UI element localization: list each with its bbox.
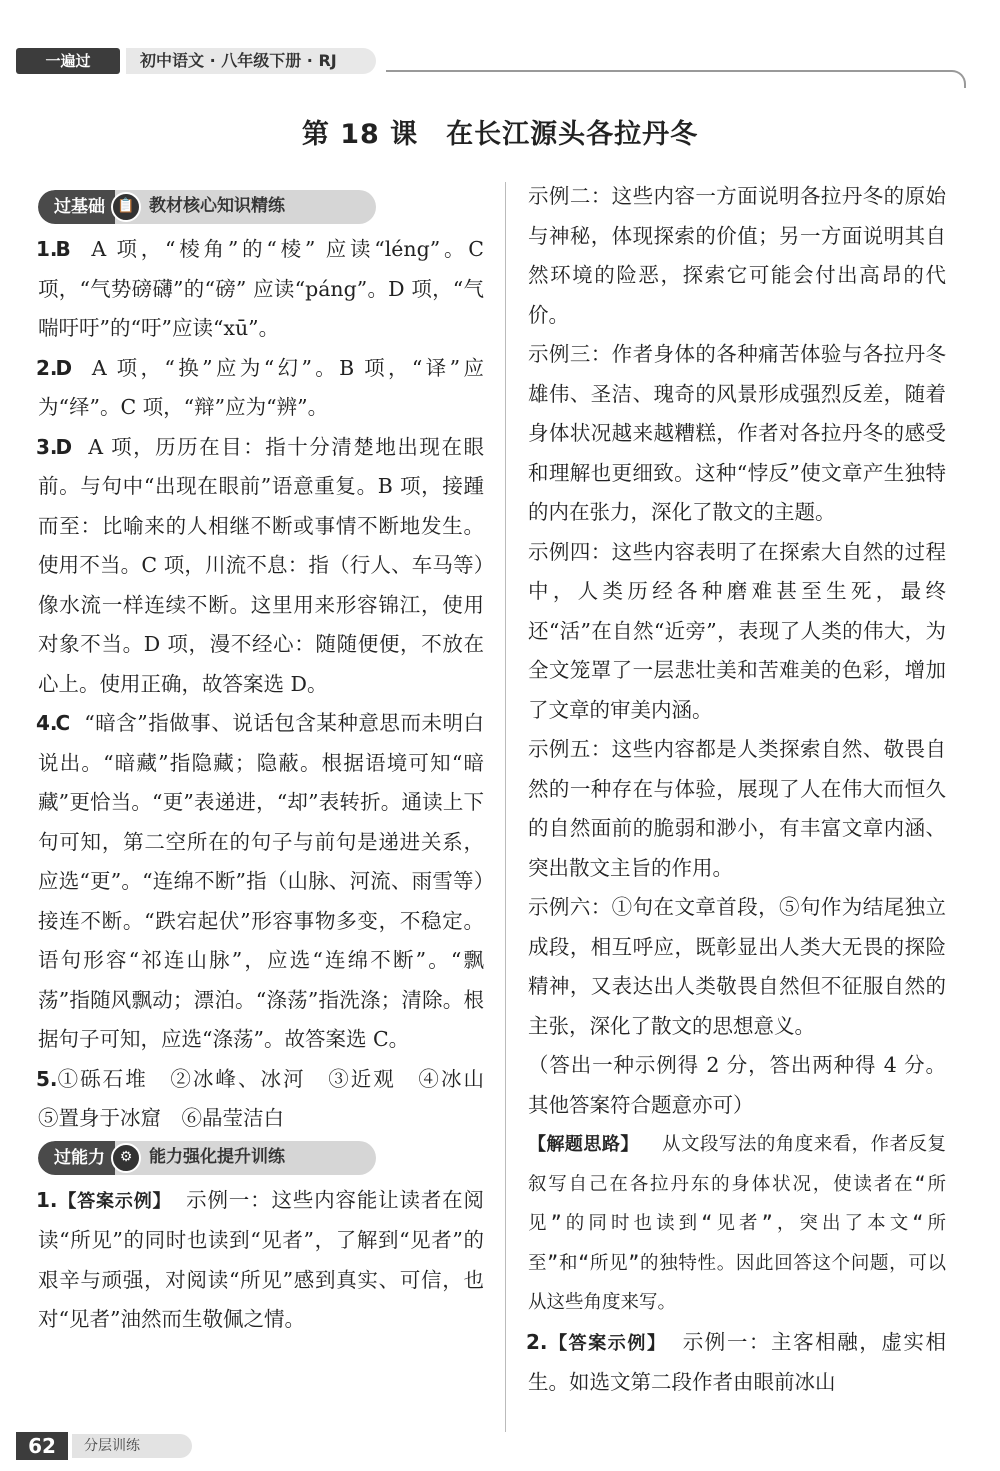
left-column xyxy=(36,188,505,1340)
item-number: 2. xyxy=(526,1329,548,1354)
brand-logo: 一遍过 xyxy=(16,48,120,74)
item-text: 示例一：主客相融，虚实相生。如选文第二段作者由眼前冰山 xyxy=(528,1329,947,1394)
medal-icon: ⚙ xyxy=(111,1143,141,1173)
page-number: 62 xyxy=(16,1432,68,1460)
lesson-title: 第 18 课 在长江源头各拉丹冬 xyxy=(301,119,699,150)
item-number: 3. xyxy=(36,434,58,459)
item-text: ①砾石堆 ②冰峰、冰河 ③近观 ④冰山 ⑤置身于冰窟 ⑥晶莹洁白 xyxy=(38,1066,505,1130)
column-divider xyxy=(505,182,506,1432)
item-number: 4. xyxy=(36,711,58,735)
example-3: 示例三：作者身体的各种痛苦体验与各拉丹冬雄伟、圣洁、瑰奇的风景形成强烈反差，随着身体状况越来越糟糕，作者对各拉丹冬的感受和理解也更细致。这种“悖反”使文章产生独特的内在张力，深化了散文的主题。 xyxy=(528,342,946,524)
section-basics-tag: 过基础 xyxy=(38,190,115,224)
example-4: 示例四：这些内容表明了在探索大自然的过程中，人类历经各种磨难甚至生死，最终还“活”在自然“近旁”，表现了人类的伟大，为全文笼罩了一层悲壮美和苦难美的色彩，增加了文章的审美内涵。 xyxy=(528,539,946,722)
item-number: 2. xyxy=(36,355,58,380)
clipboard-icon: 📋 xyxy=(111,192,141,222)
right-column xyxy=(528,177,946,1403)
item-text: A 项，历历在目：指十分清楚地出现在眼前。与句中“出现在眼前”语意重复。B 项，接踵而至：比喻来的人相继不断或事情不断地发生。使用不当。C 项，川流不息：指（行人、车马等）像水流一样连续不断。这里用来形容锦江，使用对象不当。D 项，漫不经心：随随便便，不放在心上。使用正确，故答案选 D。 xyxy=(38,434,484,696)
item-answer: D xyxy=(55,434,73,459)
item-number: 1. xyxy=(36,237,58,261)
basic-item-5 xyxy=(36,1060,505,1139)
footer-label: 分层训练 xyxy=(72,1434,192,1458)
example-6: 示例六：①句在文章首段，⑤句作为结尾独立成段，相互呼应，既彰显出人类大无畏的探险精神，又表达出人类敬畏自然但不征服自然的主张，深化了散文的思想意义。 xyxy=(528,895,946,1038)
analysis-text: 从文段写法的角度来看，作者反复叙写自己在各拉丹东的身体状况，使读者在“所见”的同时也读到“见者”，突出了本文“所至”和“所见”的独特性。因此回答这个问题，可以从这些角度来写。 xyxy=(528,1134,947,1313)
basic-item-2 xyxy=(38,349,484,428)
item-number: 5. xyxy=(36,1066,58,1091)
item-text: A 项，“换”应为“幻”。B 项，“译”应为“绎”。C 项，“辩”应为“辨”。 xyxy=(38,355,484,419)
example-2: 示例二：这些内容一方面说明各拉丹冬的原始与神秘，体现探索的价值；另一方面说明其自然环境的险恶，探索它可能会付出高昂的代价。 xyxy=(528,184,946,327)
analysis-label: 【解题思路】 xyxy=(528,1134,639,1155)
section-basics-header xyxy=(38,190,376,224)
item-answer: D xyxy=(55,355,73,380)
section-basics-subtitle: 教材核心知识精练 xyxy=(149,196,285,217)
item-answer: C xyxy=(55,711,71,735)
section-ability-header xyxy=(38,1141,376,1175)
page-footer xyxy=(16,1432,276,1460)
ability-item-2 xyxy=(528,1323,946,1403)
section-ability-tag: 过能力 xyxy=(38,1141,115,1175)
scoring-note: （答出一种示例得 2 分，答出两种得 4 分。其他答案符合题意亦可） xyxy=(528,1053,946,1117)
page-header xyxy=(16,48,976,78)
basic-item-3 xyxy=(38,428,484,705)
section-ability-subtitle: 能力强化提升训练 xyxy=(149,1146,285,1167)
example-5: 示例五：这些内容都是人类探索自然、敬畏自然的一种存在与体验，展现了人在伟大而恒久的自然面前的脆弱和渺小，有丰富文章内涵、突出散文主旨的作用。 xyxy=(528,737,946,880)
item-answer: B xyxy=(55,237,71,261)
header-rule xyxy=(386,70,946,72)
header-rule-curve xyxy=(944,70,966,88)
answer-label: 【答案示例】 xyxy=(547,1332,667,1354)
item-text: A 项，“棱角”的“棱” 应读“léng”。C 项，“气势磅礴”的“磅” 应读“páng”。D 项，“气喘吁吁”的“吁”应读“xū”。 xyxy=(38,237,484,340)
ability-item-1 xyxy=(38,1181,484,1340)
item-text: “暗含”指做事、说话包含某种意思而未明白说出。“暗藏”指隐藏；隐蔽。根据语境可知“暗藏”更恰当。“更”表递进，“却”表转折。通读上下句可知，第二空所在的句子与前句是递进关系，应选“更”。“连绵不断”指（山脉、河流、雨雪等）接连不断。“跌宕起伏”形容事物多变，不稳定。语句形容“祁连山脉”，应选“连绵不断”。“飘荡”指随风飘动；漂泊。“涤荡”指洗涤；清除。根据句子可知，应选“涤荡”。故答案选 C。 xyxy=(38,711,484,1051)
item-number: 1. xyxy=(36,1187,58,1212)
basic-item-4 xyxy=(38,704,484,1060)
basic-item-1 xyxy=(38,230,484,349)
book-title: 初中语文 · 八年级下册 · RJ xyxy=(126,48,376,74)
item-text: 示例一：这些内容能让读者在阅读“所见”的同时也读到“见者”，了解到“见者”的艰辛与顽强，对阅读“所见”感到真实、可信，也对“见者”油然而生敬佩之情。 xyxy=(38,1187,485,1331)
analysis-block xyxy=(528,1125,946,1323)
answer-label: 【答案示例】 xyxy=(57,1190,172,1212)
